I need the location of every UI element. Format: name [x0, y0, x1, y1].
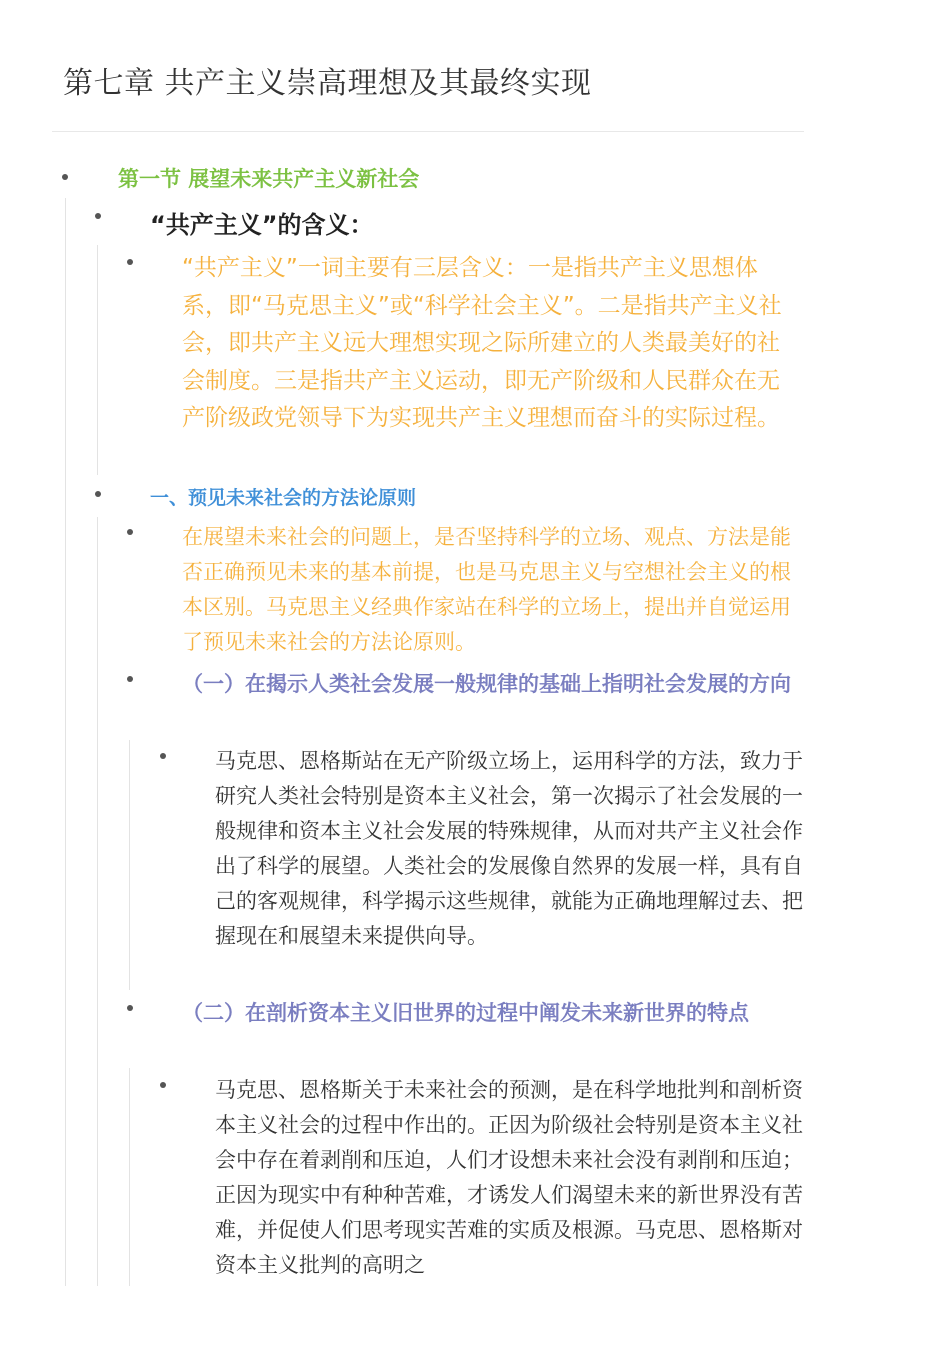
- outline-guide-level3: [129, 1068, 130, 1286]
- bullet-icon: [127, 259, 133, 265]
- method-heading: 一、预见未来社会的方法论原则: [150, 487, 417, 509]
- outline-guide-level1: [65, 198, 66, 1286]
- bullet-icon: [127, 1005, 133, 1011]
- subsection-paragraph-1: 马克思、恩格斯站在无产阶级立场上，运用科学的方法，致力于研究人类社会特别是资本主义社会，第一次揭示了社会发展的一般规律和资本主义社会发展的特殊规律，从而对共产主义社会作出了科学的展望。人类社会的发展像自然界的发展一样，具有自己的客观规律，科学揭示这些规律，就能为正确地理解过去、把握现在和展望未来提供向导。: [215, 749, 803, 948]
- meaning-heading: “共产主义”的含义：: [150, 211, 374, 239]
- outline-guide-level3: [129, 740, 130, 990]
- meaning-paragraph: “共产主义”一词主要有三层含义：一是指共产主义思想体系，即“马克思主义”或“科学社会主义”。二是指共产主义社会，即共产主义远大理想实现之际所建立的人类最美好的社会制度。三是指共产主义运动，即无产阶级和人民群众在无产阶级政党领导下为实现共产主义理想而奋斗的实际过程。: [182, 255, 782, 431]
- section-heading: 第一节 展望未来共产主义新社会: [118, 167, 420, 191]
- title-divider: [52, 131, 804, 132]
- bullet-icon: [160, 753, 166, 759]
- bullet-icon: [95, 213, 101, 219]
- page-title: 第七章 共产主义崇高理想及其最终实现: [63, 66, 592, 101]
- subsection-heading-2: （二）在剖析资本主义旧世界的过程中阐发未来新世界的特点: [182, 1001, 749, 1025]
- subsection-paragraph-2: 马克思、恩格斯关于未来社会的预测，是在科学地批判和剖析资本主义社会的过程中作出的。正因为阶级社会特别是资本主义社会中存在着剥削和压迫，人们才设想未来社会没有剥削和压迫；正因为现实中有种种苦难，才诱发人们渴望未来的新世界没有苦难，并促使人们思考现实苦难的实质及根源。马克思、恩格斯对资本主义批判的高明之: [215, 1078, 803, 1277]
- bullet-icon: [62, 174, 68, 180]
- bullet-icon: [127, 529, 133, 535]
- method-paragraph: 在展望未来社会的问题上，是否坚持科学的立场、观点、方法是能否正确预见未来的基本前提，也是马克思主义与空想社会主义的根本区别。马克思主义经典作家站在科学的立场上，提出并自觉运用了预见未来社会的方法论原则。: [182, 525, 791, 654]
- subsection-heading-1: （一）在揭示人类社会发展一般规律的基础上指明社会发展的方向: [182, 672, 791, 696]
- outline-guide-level2: [97, 245, 98, 475]
- bullet-icon: [127, 676, 133, 682]
- outline-guide-level2: [97, 517, 98, 1286]
- bullet-icon: [160, 1082, 166, 1088]
- bullet-icon: [95, 491, 101, 497]
